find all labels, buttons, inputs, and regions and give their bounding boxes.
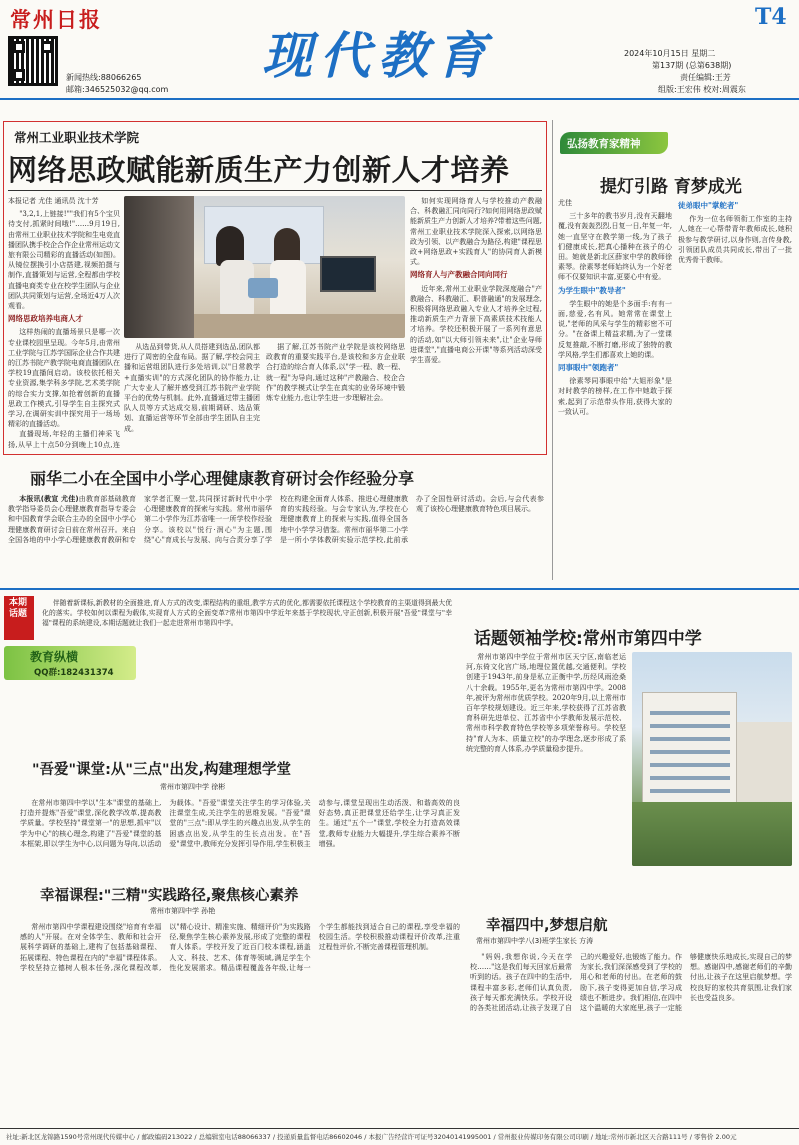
school-headline: 话题领袖学校:常州市第四中学 — [474, 629, 702, 649]
issue: 第137期 (总第638期) — [652, 61, 732, 70]
mh-text: 本报讯(教宣 尤佳)由教育部基础教育教学指导委员会心理健康教育指导专委会和中国教育学会联合主办的全国中小学心理健康教育研讨会日前在常州召开。来自全国各地的中小学心理健康教育教研和专家学者汇聚一堂,共同探讨新时代中小学心理健康教育的探索与实践。常州市丽华第二小学作为江苏省唯一一所学校作经验分享。该校以"悦行·润心"为主题,围绕"心"育成长与发展、向与合责分享了学校在构建全面育人体系、推进心理健康教育的实践经验。与会专家认为,学校在心理健康教育上的探索与实践,值得全国各地中小学学习借鉴。常州市丽华第二小学是一所小学体教研实验示范学校,此前承办了全国性研讨活动。会后,与会代表参观了该校心理健康教育特色项目展示。 — [8, 495, 544, 544]
school-text: 常州市第四中学位于常州市区天宁区,南临老运河,东倚文化宫广场,地理位置优越,交通便利。学校创建于1943年,前身是私立正衡中学,历经风雨沧桑八十余载。1955年,更名为常州市第四中学。2008年,被评为常州市优质学校。2020年9月,以上常州市百年学校规划建设。近三年来,学校获得了江苏省教育科研先进单位、江苏省中小学教师发展示范校、常州市科学教育特色学校等多项荣誉称号。学校坚持"育人为本、质量立校"的办学理念,逐步形成了系统完整的育人体系,办学质量稳步提升。 — [466, 653, 626, 753]
footer-rule — [0, 1128, 799, 1129]
a1-headline: "吾爱"课堂:从"三点"出发,构建理想学堂 — [32, 762, 292, 778]
a3-byline: 常州市第四中学八(3)班学生家长 方涛 — [476, 937, 594, 945]
school-photo — [632, 652, 792, 866]
a3-headline: 幸福四中,梦想启航 — [486, 918, 608, 934]
email: 邮箱:346525032@qq.com — [66, 85, 169, 94]
sidebar-col2: 徒弟眼中"掌舵者" 作为一位名师领衔工作室的主持人,她在一心帮带青年教师成长,她积极参与教学研讨,以身作则,言传身教,引领团队成员共同成长,带出了一批优秀骨干教师。 — [678, 201, 792, 265]
masthead — [0, 0, 799, 98]
masthead-rule — [0, 98, 799, 100]
lead-col4: 如何实现网络育人与学校推动产教融合、科教融汇同向同行?如何用网络思政赋能新质生产力创新人才培养?带着这些问题,常州工业职业技术学院深入探索,以网络思政为引领、以产教融合为路径,构建"课程思政+网络思政+实践育人"的协同育人新模式。 网络育人与产教融合同向同行 近年来,常州工业职业学院深度融合"产教融合、科教融汇、职普融通"的发展理念,积极将网络思政融入专业人才培养全过程,推动新质生产力背景下高素质技术技能人才培养。学校还积极开展了一系列有意思的活动,如"以大师引领未来",让"企业导师进课堂","直播电商公开课"等系列活动深受学生喜爱。 — [410, 197, 542, 365]
sidebar-headline: 提灯引路 育梦成光 — [600, 177, 742, 197]
hotline: 新闻热线:88066265 — [66, 73, 142, 82]
lead-col2: 从选品到带货,从人员搭建到选品,团队都进行了周密的全盘布局。据了解,学校会同主播和运营组团队进行多处培训,以"日常教学+直播实训"的方式深化团队的协作能力,让广大专业人了解并感受到江苏书院产业学院平台的优势与机制。此外,直播通过带主播团队人员等方式达成交易,前期调研、选品策划、直播运营等环节全部由学生团队自主完成。 — [124, 343, 260, 433]
lead-col3: 据了解,江苏书院产业学院是该校网络思政教育的重要实践平台,是该校和多方企业联合打造的综合育人体系,以"学一程、教一程、就一程"为导向,通过这种"产教融合、校企合作"的教学模式让学生在真实的业务环境中锻炼专业能力,也让学生进一步理解社会。 — [266, 343, 405, 403]
lead-headline: 网络思政赋能新质生产力创新人才培养 — [8, 153, 510, 187]
topic-intro: 伴随着新课标,新教材的全面推进,育人方式的改变,课程结构的重组,教学方式的优化,都需要依托课程这个学校教育的主渠道得到最大优化的落实。学校如何以课程为载体,实现育人方式的全面变革?常州市第四中学近年来基于学校现状,守正创新,积极开展"吾爱"课堂与"幸福"课程的系统建设,本期话题就让我们一起走进常州市第四中学。 — [42, 599, 452, 628]
lead-photo — [124, 196, 405, 338]
lead-rule — [8, 190, 542, 191]
staff: 组版:王宏伟 校对:周震东 — [658, 85, 746, 94]
sidebar-byline: 尤佳 — [558, 199, 572, 207]
a1-text: 在常州市第四中学以"生本"课堂的基础上,打造并提炼"吾爱"课堂,深化教学改革,提高教学质量。学校坚持"课堂第一"的思想,抓牢"以学为中心"的核心理念,构建了"吾爱"课堂的基本框架,即以学生为中心,以问题为导向,以活动为载体。"吾爱"课堂关注学生的学习体验,关注课堂生成,关注学生的思维发展。"吾爱"课堂的"三点":即从学生的兴趣点出发,从学生的困惑点出发,从学生的生长点出发。在"吾爱"课堂中,教师充分发挥引导作用,学生积极主动参与,课堂呈现出生动活泼、和谐高效的良好态势,真正把课堂还给学生,让学习真正发生。通过"五个一"课堂,学校全力打造高效课堂,教师专业能力大幅提升,学生综合素养不断增强。 — [20, 799, 460, 848]
section-rule — [0, 588, 799, 590]
a3-text: "妈妈,我想你说,今天在学校……"这是我们每天回家后最常听到的话。孩子在四中的生活中,课程丰富多彩,老师们认真负责,孩子每天都充满快乐。学校开设的各类社团活动,让孩子发现了自己的兴趣爱好,也锻炼了能力。作为家长,我们深深感受到了学校的用心和老师的付出。在老师的鼓励下,孩子变得更加自信,学习成绩也不断进步。我们相信,在四中这个温暖的大家庭里,孩子一定能够健康快乐地成长,实现自己的梦想。感谢四中,感谢老师们的辛勤付出,让孩子在这里启航梦想。学校良好的家校共育氛围,让我们家长也受益良多。 — [470, 953, 792, 1013]
sidebar-divider — [552, 120, 553, 580]
a1-byline: 常州市第四中学 徐彬 — [160, 783, 226, 791]
mh-headline: 丽华二小在全国中小学心理健康教育研讨会作经验分享 — [30, 469, 415, 488]
footer: 社址:新北区龙锦路1590号常州现代传媒中心 / 邮政编码213022 / 总编辑室电话88066337 / 投递质量监督电话86602046 / 本报广告经营许可证号32040141995001 / 常州报业传媒印务有限公司印刷 / 地址:常州市新北区天合路111号 / 零售价 2.00元 — [6, 1133, 737, 1141]
page-number: T4 — [755, 4, 787, 30]
edu-banner-qq: QQ群:182431374 — [34, 668, 114, 678]
qr-code — [8, 36, 58, 86]
a2-byline: 常州市第四中学 孙艳 — [150, 907, 216, 915]
sidebar-banner-text: 弘扬教育家精神 — [567, 138, 641, 150]
a2-text: 常州市第四中学课程建设围绕"培育有幸福感的人"开展。在对全体学生、教师和社会开展科学调研的基础上,建构了包括基础课程、拓展课程、特色课程在内的"幸福"课程体系。学校坚持立德树人根本任务,深化课程改革,以"精心设计、精准实施、精细评价"为实践路径,聚焦学生核心素养发展,形成了完整的课程育人体系。学校开发了近百门校本课程,涵盖人文、科技、艺术、体育等领域,满足学生个性化发展需求。精品课程覆盖各年级,让每一个学生都能找到适合自己的课程,享受幸福的校园生活。学校积极推动课程评价改革,注重过程性评价,不断完善课程管理机制。 — [20, 923, 460, 972]
paper-logo: 常州日报 — [10, 7, 102, 32]
date: 2024年10月15日 星期二 — [624, 49, 716, 58]
edu-banner-title: 教育纵横 — [30, 650, 79, 664]
editor: 责任编辑:王芳 — [680, 73, 731, 82]
column-tag: 本期话题 — [4, 596, 34, 640]
lead-kicker: 常州工业职业技术学院 — [14, 130, 140, 145]
lead-col1: 本报记者 尤佳 通讯员 沈十芳 "3,2,1,上链接!""我们有5个宝贝待支付,抓紧时间哦!"……9月19日,由常州工业职业技术学院和生电竞直播团队携手校企合作企业常州运动文旅有限公司精彩的直播活动(如图)。从镜位摆换引小店搭建,视频拍摄与制作,直播策划与运营,全程都由学校直播电商类专业在校学生团队与企业团队共同策划与运营,全场近4万人次观看。 网络思政培养电商人才 这样热闹的直播场景只是哪一次专业课校园里呈现。今年5月,由常州工业学院与江苏学国际企业合作共建的江苏书院产教学院电商直播团队在学校19直播间启动。该校依托相关专业资源,集学科多学院,艺术类学院的综合实力支撑,如抢着创新的直播思政工作模式,引导学生自主探究式学习,在调研实训中探究用于一场场精彩的直播活动。 直播现场,年轻的主播们神采飞扬,从早上十点50分到晚上10点,连 — [8, 197, 120, 449]
a2-headline: 幸福课程:"三精"实践路径,聚焦核心素养 — [40, 888, 299, 904]
section-title: 现代教育 — [262, 26, 494, 85]
sidebar-col1: 尤佳 三十多年的教书岁月,没有天翻地覆,没有轰轰烈烈,日复一日,年复一年,她一直坚守在教学第一线,为了孩子们健康成长,把真心播种在孩子的心田。她就是新北区薛家中学的教师徐素琴。徐素琴老师始终认为一个好老师不仅要知识丰富,更要心中有爱。 为学生眼中"教导者" 学生眼中的她是个多面手:有有一面,慈爱,名有风。她常常在课堂上说,"老师的风采与学生的精彩密不可分。"在备课上精益求精,为了一堂课反复推敲,不断打磨,形成了独特的教学风格,学生们都喜欢上她的课。 同事眼中"领跑者" 徐素琴同事眼中给"大姐形象"是对时教学的榜样,在工作中她敢于探索,起到了示范带头作用,获得大家的一致认可。 — [558, 199, 672, 416]
